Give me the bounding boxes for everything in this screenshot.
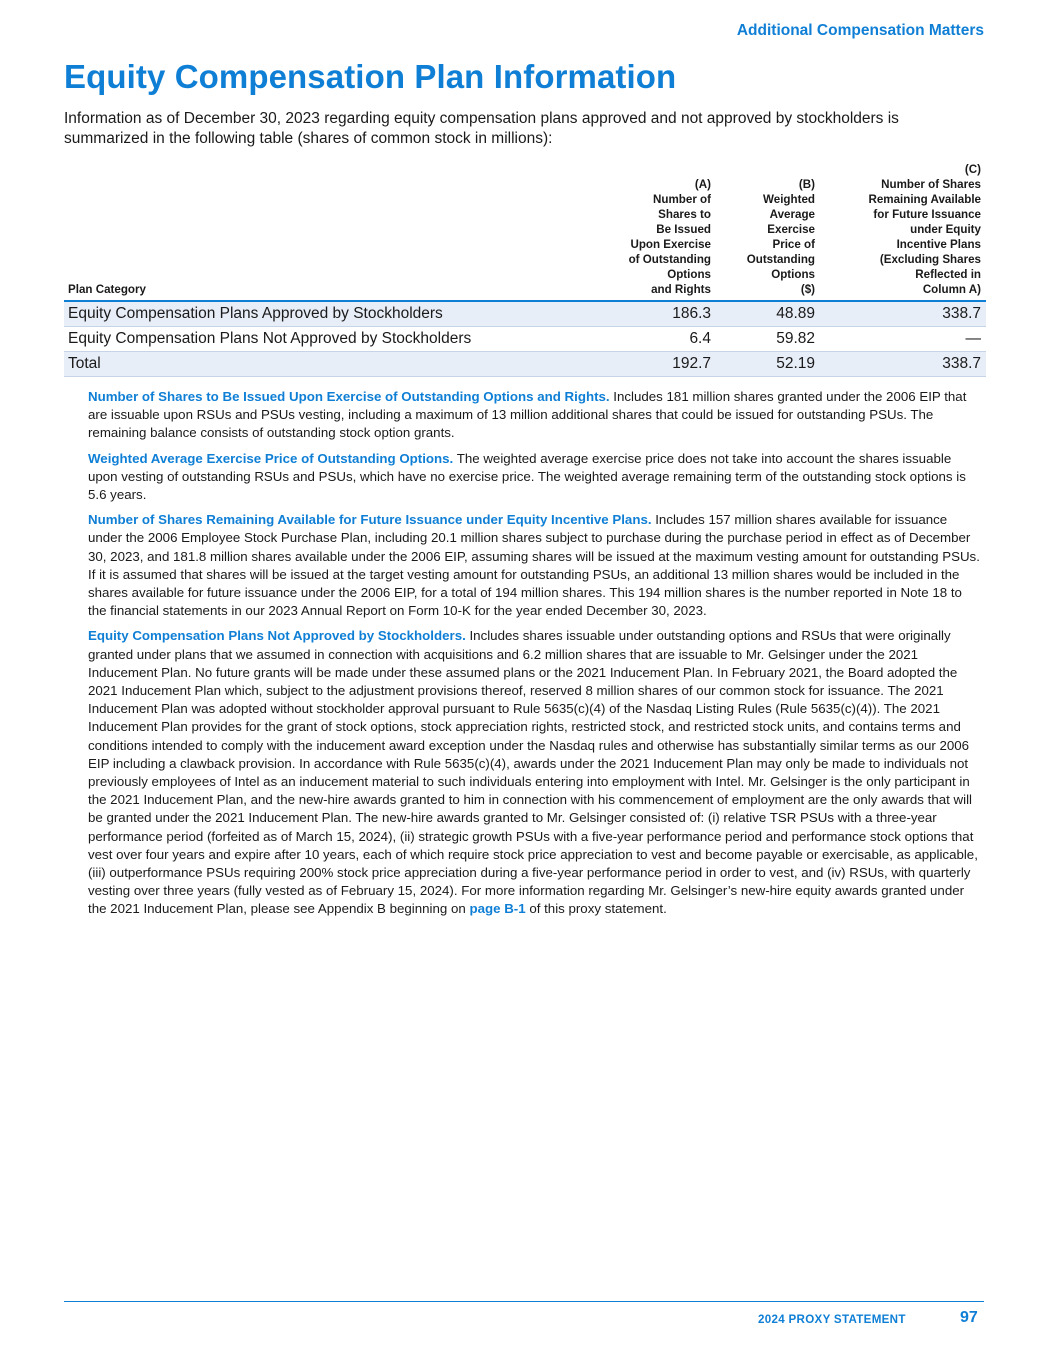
header-line: Remaining Available [868,193,981,206]
row-category: Equity Compensation Plans Approved by Stockholders [64,301,596,327]
note-text: The weighted average exercise price does not take into account the shares issuable upon vesting of outstanding RSUs and PSUs, which have no exercise price. The weighted average remaining term of the outstanding stock options is 5.6 years. [88,450,966,503]
footer-label: 2024 PROXY STATEMENT [758,1313,906,1326]
header-line: Options [667,268,711,281]
row-category: Equity Compensation Plans Not Approved by Stockholders [64,327,596,352]
table-header-row [64,162,986,301]
page-number: 97 [960,1309,978,1326]
header-line: ($) [800,283,815,296]
row-value-b: 48.89 [716,301,820,327]
note-lead: Number of Shares Remaining Available for Future Issuance under Equity Incentive Plans. [88,512,652,528]
note-weighted-average-price [88,450,983,505]
row-value-b: 59.82 [716,327,820,352]
equity-plan-table [64,162,986,377]
header-line: Incentive Plans [896,238,981,251]
header-line: under Equity [910,223,981,236]
header-line: Number of Shares [881,178,981,191]
header-line: Be Issued [656,223,711,236]
footer-divider [64,1301,984,1302]
header-line: Weighted [763,193,815,206]
header-line: Number of [653,193,711,206]
table-row [64,327,986,352]
row-value-c: — [820,327,986,352]
header-col-a [596,162,716,301]
header-line: (B) [798,178,815,191]
header-line: Reflected in [915,268,981,281]
row-value-a: 192.7 [596,352,716,377]
table-row [64,301,986,327]
header-line: Column A) [922,283,981,296]
section-header: Additional Compensation Matters [736,22,984,39]
header-plan-category: Plan Category [64,162,596,301]
row-value-b: 52.19 [716,352,820,377]
note-text: Includes shares issuable under outstanding options and RSUs that were originally granted under plans that we assumed in connection with acquisitions and 6.2 million shares that are issuable to Mr. Gelsinger under the 2021 Inducement Plan. No future grants will be made under these assumed plans or the 2021 Inducement Plan. In February 2021, the Board adopted the 2021 Inducement Plan which, subject to the adjustment provisions thereof, reserved 8 million shares of our common stock for issuance. The 2021 Inducement Plan was adopted without stockholder approval pursuant to Rule 5635(c)(4) of the Nasdaq Listing Rules (Rule 5635(c)(4)). The 2021 Inducement Plan provides for the grant of stock options, stock appreciation rights, restricted stock, and restricted stock units, and contains terms and conditions intended to comply with the inducement award exception under the Nasdaq rules and otherwise has substantially similar terms as our 2006 EIP including a clawback provision. In accordance with Rule 5635(c)(4), awards under the 2021 Inducement Plan may only be made to individuals not previously employees of Intel as an inducement material to such individuals entering into employment with Intel. Mr. Gelsinger is the only participant in the 2021 Inducement Plan, and the new-hire awards granted to him in connection with his commencement of employment are the only awards that will be granted under the 2021 Inducement Plan. The new-hire awards granted to Mr. Gelsinger consisted of: (i) relative TSR PSUs with a three-year performance period (forfeited as of March 15, 2024), (ii) strategic growth PSUs with a five-year performance period and performance stock options that vest over four years and expire after 10 years, each of which require stock price appreciation to vest and become payable or exercisable, as applicable, (iii) outperformance PSUs requiring 200% stock price appreciation during a five-year performance period in order to vest, and (iv) RSUs, with quarterly vesting over three years (fully vested as of February 15, 2024). For more information regarding Mr. Gelsinger’s new-hire equity awards granted under the 2021 Inducement Plan, please see Appendix B beginning on [88,628,978,917]
header-line: Shares to [658,208,711,221]
header-line: for Future Issuance [873,208,981,221]
header-line: Exercise [767,223,815,236]
row-value-c: 338.7 [820,352,986,377]
header-line: Upon Exercise [630,238,711,251]
header-line: Average [769,208,815,221]
note-lead: Number of Shares to Be Issued Upon Exercise of Outstanding Options and Rights. [88,389,610,404]
header-col-c [820,162,986,301]
intro-paragraph: Information as of December 30, 2023 regarding equity compensation plans approved and not approved by stockholders is summarized in the following table (shares of common stock in millions): [64,110,899,147]
row-value-a: 6.4 [596,327,716,352]
note-shares-remaining [88,511,983,620]
page-title: Equity Compensation Plan Information [64,58,677,95]
row-value-a: 186.3 [596,301,716,327]
header-line: Options [771,268,815,281]
header-line: (A) [694,178,711,191]
header-line: Outstanding [746,253,815,266]
note-lead: Equity Compensation Plans Not Approved by Stockholders. [88,628,466,644]
note-shares-to-be-issued [88,388,983,443]
header-line: of Outstanding [628,253,711,266]
note-text: Includes 157 million shares available for issuance under the 2006 Employee Stock Purchase Plan, including 20.1 million shares subject to purchase during the purchase period in effect as of December 30, 2023, and 181.8 million shares available under the 2006 EIP, assuming shares will be issued at the maximum vesting amount for outstanding PSUs. If it is assumed that shares will be issued at the target vesting amount for outstanding PSUs, an additional 13 million shares would be included in the shares available for future issuance under the 2006 EIP, for a total of 194 million shares. This 194 million shares is the number reported in Note 18 to the financial statements in our 2023 Annual Report on Form 10-K for the year ended December 30, 2023. [88,512,980,619]
page-b1-link[interactable]: page B-1 [469,901,526,917]
row-category: Total [64,352,596,377]
footnotes [88,388,983,926]
header-line: (Excluding Shares [879,253,981,266]
table-row-total [64,352,986,377]
note-tail: of this proxy statement. [525,901,667,917]
row-value-c: 338.7 [820,301,986,327]
header-col-b [716,162,820,301]
header-line: Price of [772,238,815,251]
note-text: Includes 181 million shares granted under the 2006 EIP that are issuable upon RSUs and PSUs vesting, including a maximum of 13 million additional shares that could be issued for outstanding PSUs. The remaining balance consists of outstanding stock option grants. [88,389,967,441]
note-lead: Weighted Average Exercise Price of Outstanding Options. [88,450,454,466]
note-plans-not-approved [88,627,983,918]
header-line: and Rights [651,283,711,296]
header-line: (C) [964,163,981,176]
